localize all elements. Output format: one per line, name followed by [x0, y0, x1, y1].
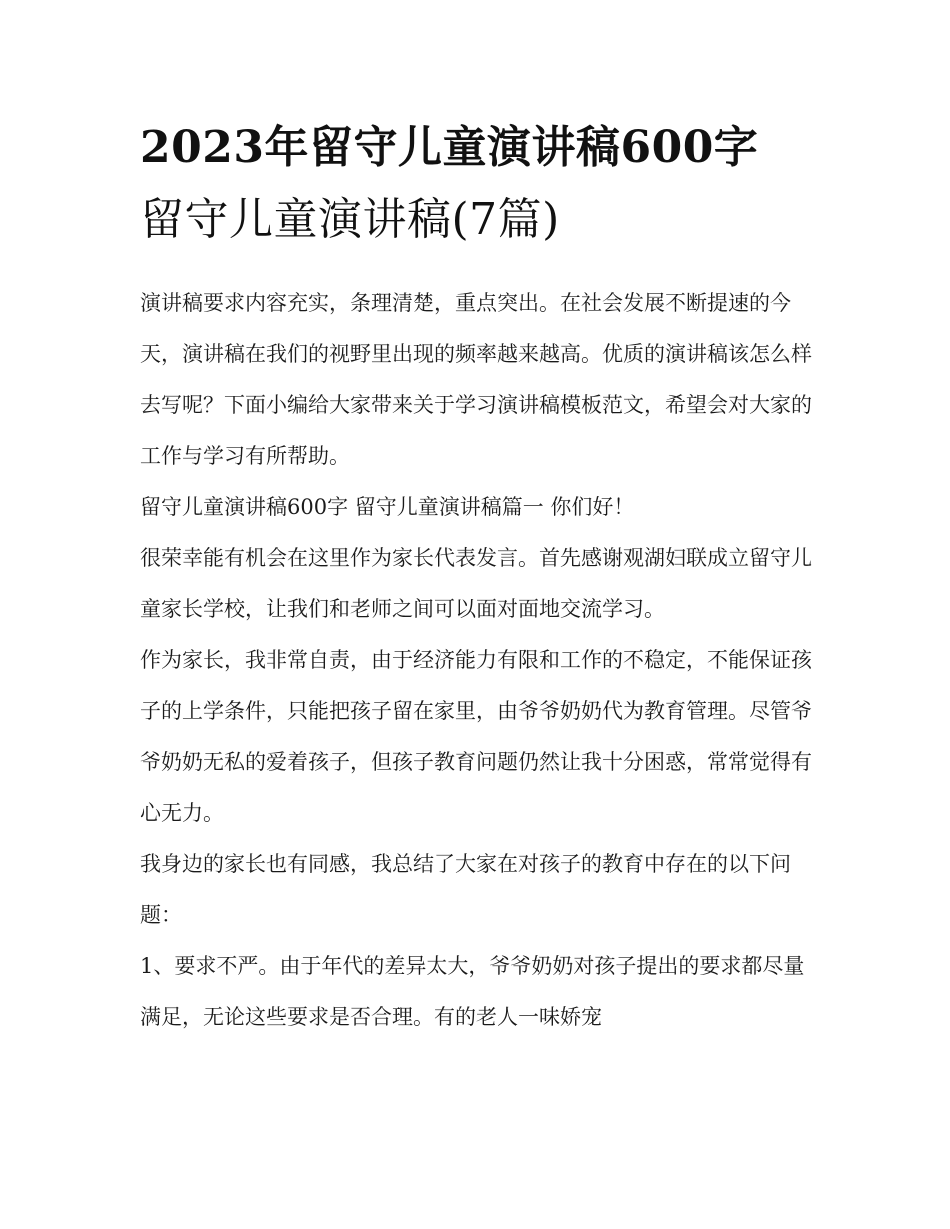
body-paragraph: 作为家长，我非常自责，由于经济能力有限和工作的不稳定，不能保证孩子的上学条件，只能把孩子留在家里，由爷爷奶奶代为教育管理。尽管爷爷奶奶无私的爱着孩子，但孩子教育问题仍然让我十分困惑，常常觉得有心无力。	[140, 648, 812, 825]
title-line-2: 留守儿童演讲稿(7篇)	[140, 194, 560, 245]
document-title	[140, 112, 820, 256]
title-line-1: 2023年留守儿童演讲稿600字	[140, 122, 759, 173]
body-paragraph: 很荣幸能有机会在这里作为家长代表发言。首先感谢观湖妇联成立留守儿童家长学校，让我们和老师之间可以面对面地交流学习。	[140, 546, 812, 621]
document-body	[140, 278, 820, 1043]
section-heading: 留守儿童演讲稿600字 留守儿童演讲稿篇一 你们好！	[140, 495, 635, 519]
list-item: 1、要求不严。由于年代的差异太大，爷爷奶奶对孩子提出的要求都尽量满足，无论这些要求是否合理。有的老人一味娇宠	[140, 954, 805, 1029]
intro-paragraph: 演讲稿要求内容充实，条理清楚，重点突出。在社会发展不断提速的今天，演讲稿在我们的视野里出现的频率越来越高。优质的演讲稿该怎么样去写呢？下面小编给大家带来关于学习演讲稿模板范文，希望会对大家的工作与学习有所帮助。	[140, 291, 812, 468]
body-paragraph: 我身边的家长也有同感，我总结了大家在对孩子的教育中存在的以下问题：	[140, 852, 791, 927]
